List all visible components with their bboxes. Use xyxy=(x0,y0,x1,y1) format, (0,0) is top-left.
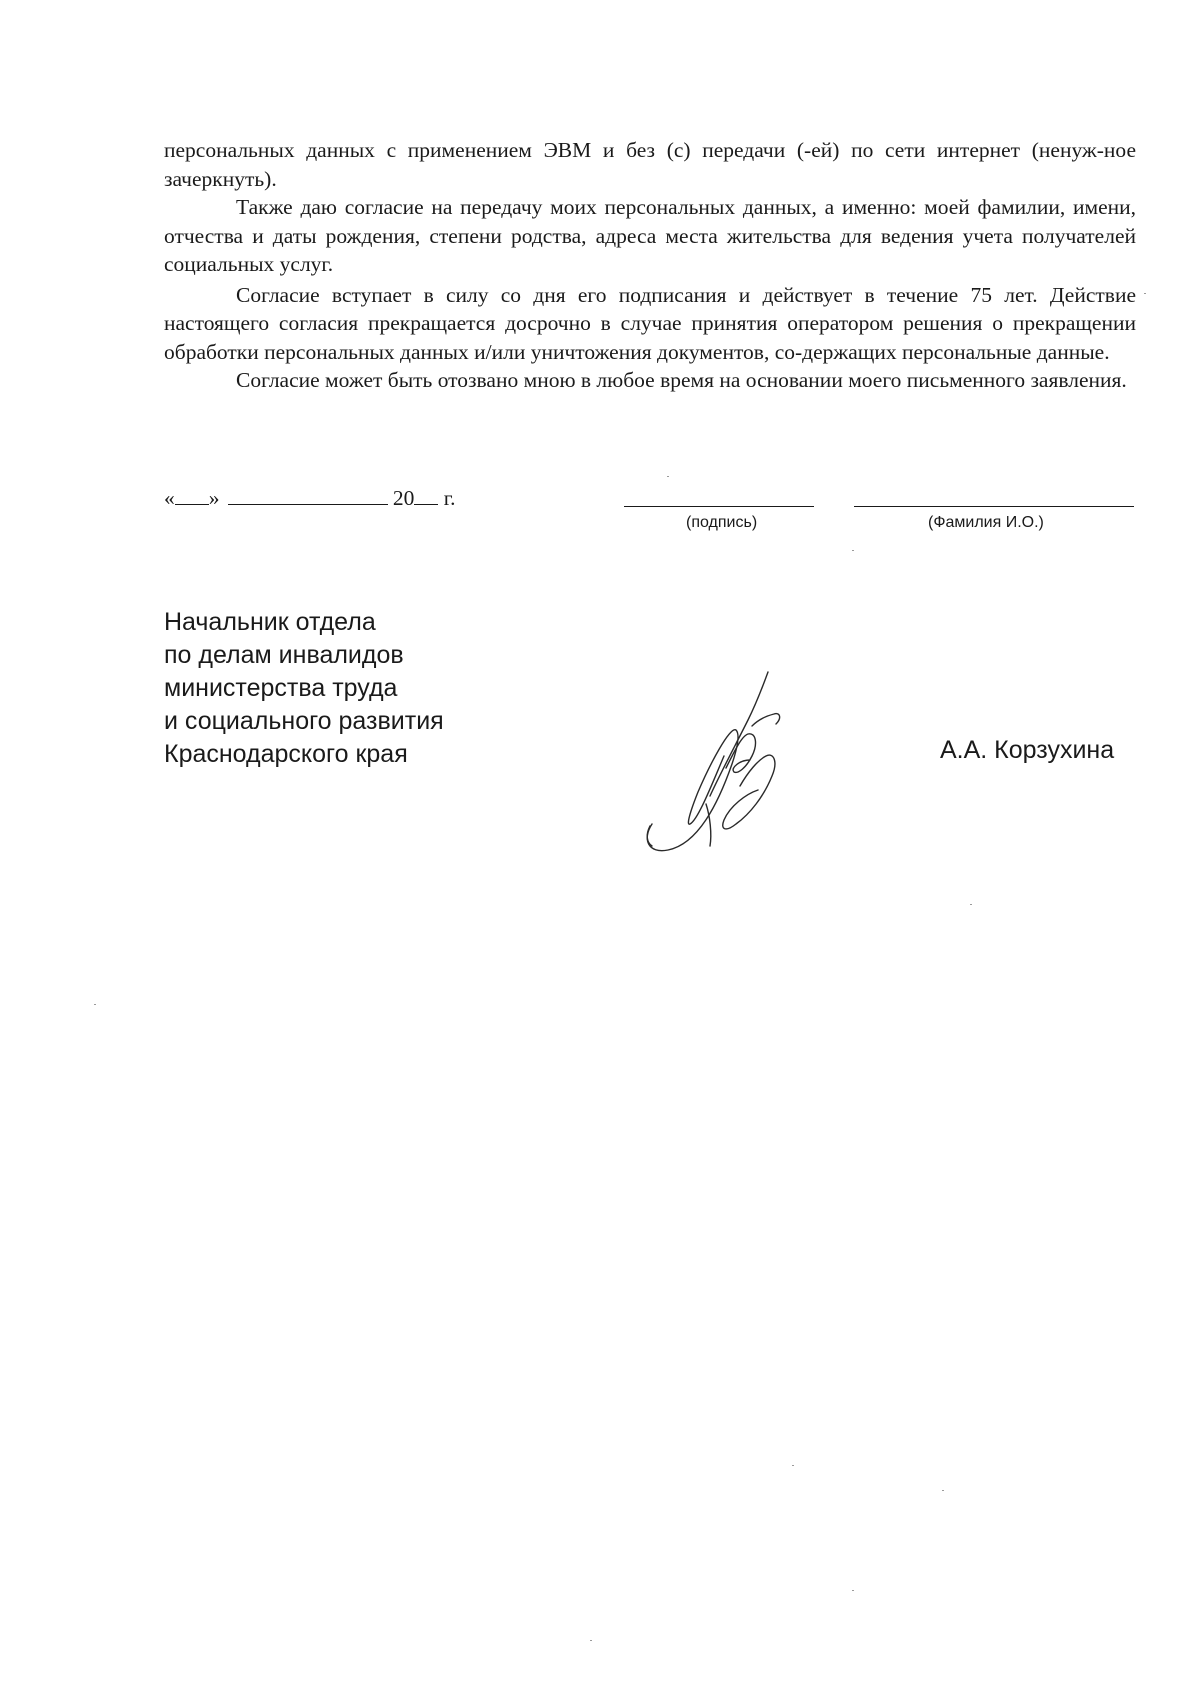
consent-paragraph-1: персональных данных с применением ЭВМ и без (с) передачи (-ей) по сети интернет (ненуж-ное зачеркнуть). xyxy=(164,138,1136,191)
signature-row xyxy=(164,484,1144,544)
position-line-1: Начальник отдела xyxy=(164,608,376,636)
month-blank xyxy=(228,484,388,505)
position-line-4: и социального развития xyxy=(164,707,444,735)
date-field xyxy=(164,484,456,511)
date-open-quote: « xyxy=(164,486,175,510)
scan-speck xyxy=(852,1590,854,1591)
position-line-2: по делам инвалидов xyxy=(164,641,404,669)
scan-speck xyxy=(970,904,972,905)
consent-paragraph-4: Согласие может быть отозвано мною в любое время на основании моего письменного заявления. xyxy=(236,368,1127,392)
scan-speck xyxy=(667,476,669,477)
official-position xyxy=(164,606,444,771)
scan-speck xyxy=(1144,293,1146,294)
name-blank-line xyxy=(854,506,1134,507)
signature-caption: (подпись) xyxy=(686,514,758,531)
day-blank xyxy=(175,484,209,505)
signer-name: А.А. Корзухина xyxy=(940,736,1115,764)
handwritten-signature-icon xyxy=(640,664,810,854)
year-prefix: 20 xyxy=(392,486,415,510)
scan-speck xyxy=(94,1004,96,1005)
year-suffix: г. xyxy=(443,486,456,510)
position-line-3: министерства труда xyxy=(164,674,398,702)
consent-text xyxy=(164,136,1136,395)
scan-speck xyxy=(942,1490,944,1491)
signature-blank-line xyxy=(624,506,814,507)
scan-speck xyxy=(852,550,854,551)
scan-speck xyxy=(590,1640,592,1641)
consent-paragraph-2: Также даю согласие на передачу моих персональных данных, а именно: моей фамилии, имени, отчества и даты рождения, степени родства, адреса места жительства для ведения учета получателей социальных услуг. xyxy=(164,195,1136,276)
consent-paragraph-3: Согласие вступает в силу со дня его подписания и действует в течение 75 лет. Действие настоящего согласия прекращается досрочно в случае принятия оператором решения о прекращении обработки персональных данных и/или уничтожения документов, со-держащих персональные данные. xyxy=(164,282,1136,364)
date-close-quote: » xyxy=(208,486,220,510)
name-caption: (Фамилия И.О.) xyxy=(928,514,1044,531)
position-line-5: Краснодарского края xyxy=(164,740,408,768)
year-blank xyxy=(414,484,438,505)
scan-speck xyxy=(792,1465,794,1466)
